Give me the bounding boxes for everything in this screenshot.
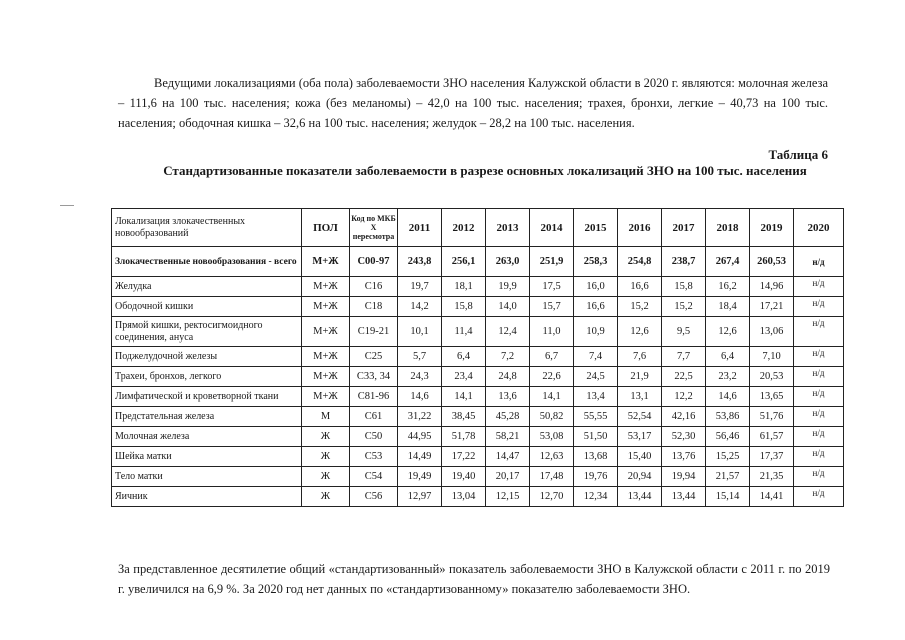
row-value-cell: н/д bbox=[794, 447, 844, 467]
header-year: 2014 bbox=[530, 209, 574, 247]
row-value-cell: 263,0 bbox=[486, 247, 530, 277]
row-value-cell: 10,1 bbox=[398, 317, 442, 347]
row-value-cell: 14,41 bbox=[750, 487, 794, 507]
row-value-cell: 15,8 bbox=[662, 277, 706, 297]
row-site-cell: Ободочной кишки bbox=[112, 297, 302, 317]
row-value-cell: 6,4 bbox=[442, 347, 486, 367]
header-sex: ПОЛ bbox=[302, 209, 350, 247]
row-value-cell: 38,45 bbox=[442, 407, 486, 427]
row-value-cell: 12,2 bbox=[662, 387, 706, 407]
row-value-cell: н/д bbox=[794, 297, 844, 317]
row-value-cell: 13,68 bbox=[574, 447, 618, 467]
row-value-cell: 20,17 bbox=[486, 467, 530, 487]
header-year: 2016 bbox=[618, 209, 662, 247]
row-value-cell: 15,2 bbox=[662, 297, 706, 317]
table-row bbox=[112, 247, 844, 277]
row-code-cell: С19-21 bbox=[350, 317, 398, 347]
row-code-cell: С50 bbox=[350, 427, 398, 447]
row-value-cell: 267,4 bbox=[706, 247, 750, 277]
row-value-cell: 15,8 bbox=[442, 297, 486, 317]
row-sex-cell: М+Ж bbox=[302, 317, 350, 347]
row-value-cell: 53,86 bbox=[706, 407, 750, 427]
row-value-cell: н/д bbox=[794, 317, 844, 347]
header-year: 2020 bbox=[794, 209, 844, 247]
row-value-cell: 24,3 bbox=[398, 367, 442, 387]
table-row bbox=[112, 487, 844, 507]
row-value-cell: н/д bbox=[794, 347, 844, 367]
row-value-cell: н/д bbox=[794, 427, 844, 447]
row-value-cell: 15,25 bbox=[706, 447, 750, 467]
row-value-cell: 20,53 bbox=[750, 367, 794, 387]
row-value-cell: 52,54 bbox=[618, 407, 662, 427]
row-site-cell: Предстательная железа bbox=[112, 407, 302, 427]
row-value-cell: 19,49 bbox=[398, 467, 442, 487]
table-title: Стандартизованные показатели заболеваемости в разрезе основных локализаций ЗНО на 100 тыс. населения bbox=[163, 163, 807, 178]
row-value-cell: 42,16 bbox=[662, 407, 706, 427]
row-value-cell: 251,9 bbox=[530, 247, 574, 277]
row-site-cell: Злокачественные новообразования - всего bbox=[112, 247, 302, 277]
row-value-cell: 52,30 bbox=[662, 427, 706, 447]
incidence-table bbox=[111, 208, 844, 507]
table-row bbox=[112, 447, 844, 467]
row-value-cell: 19,7 bbox=[398, 277, 442, 297]
row-value-cell: 7,4 bbox=[574, 347, 618, 367]
row-site-cell: Прямой кишки, ректосигмоидного соединения, ануса bbox=[112, 317, 302, 347]
row-value-cell: 20,94 bbox=[618, 467, 662, 487]
row-value-cell: 16,6 bbox=[618, 277, 662, 297]
header-year: 2017 bbox=[662, 209, 706, 247]
row-code-cell: С18 bbox=[350, 297, 398, 317]
row-value-cell: 22,6 bbox=[530, 367, 574, 387]
row-value-cell: 22,5 bbox=[662, 367, 706, 387]
row-value-cell: 51,50 bbox=[574, 427, 618, 447]
row-value-cell: 238,7 bbox=[662, 247, 706, 277]
row-value-cell: 31,22 bbox=[398, 407, 442, 427]
row-value-cell: 7,10 bbox=[750, 347, 794, 367]
header-year: 2015 bbox=[574, 209, 618, 247]
row-value-cell: 12,4 bbox=[486, 317, 530, 347]
row-site-cell: Молочная железа bbox=[112, 427, 302, 447]
row-value-cell: 21,35 bbox=[750, 467, 794, 487]
row-sex-cell: Ж bbox=[302, 447, 350, 467]
row-value-cell: 13,4 bbox=[574, 387, 618, 407]
row-value-cell: 256,1 bbox=[442, 247, 486, 277]
row-value-cell: 56,46 bbox=[706, 427, 750, 447]
header-year: 2012 bbox=[442, 209, 486, 247]
row-value-cell: 17,37 bbox=[750, 447, 794, 467]
table-row bbox=[112, 317, 844, 347]
row-value-cell: 12,15 bbox=[486, 487, 530, 507]
row-sex-cell: Ж bbox=[302, 467, 350, 487]
row-code-cell: С33, 34 bbox=[350, 367, 398, 387]
row-value-cell: 15,7 bbox=[530, 297, 574, 317]
row-sex-cell: М+Ж bbox=[302, 387, 350, 407]
table-header-row bbox=[112, 209, 844, 247]
table-row bbox=[112, 427, 844, 447]
row-value-cell: 15,2 bbox=[618, 297, 662, 317]
row-value-cell: 19,40 bbox=[442, 467, 486, 487]
row-site-cell: Поджелудочной железы bbox=[112, 347, 302, 367]
row-sex-cell: М bbox=[302, 407, 350, 427]
row-value-cell: н/д bbox=[794, 247, 844, 277]
row-value-cell: 14,6 bbox=[398, 387, 442, 407]
row-value-cell: 11,0 bbox=[530, 317, 574, 347]
row-sex-cell: М+Ж bbox=[302, 277, 350, 297]
row-value-cell: 15,14 bbox=[706, 487, 750, 507]
table-row bbox=[112, 347, 844, 367]
row-value-cell: 12,34 bbox=[574, 487, 618, 507]
row-value-cell: 19,76 bbox=[574, 467, 618, 487]
row-code-cell: С61 bbox=[350, 407, 398, 427]
header-site: Локализация злокачественных новообразований bbox=[112, 209, 302, 247]
row-value-cell: 7,7 bbox=[662, 347, 706, 367]
row-value-cell: н/д bbox=[794, 277, 844, 297]
row-value-cell: 13,04 bbox=[442, 487, 486, 507]
row-value-cell: 14,96 bbox=[750, 277, 794, 297]
row-value-cell: 14,2 bbox=[398, 297, 442, 317]
header-year: 2018 bbox=[706, 209, 750, 247]
row-site-cell: Тело матки bbox=[112, 467, 302, 487]
row-value-cell: 61,57 bbox=[750, 427, 794, 447]
row-value-cell: 51,76 bbox=[750, 407, 794, 427]
row-site-cell: Шейка матки bbox=[112, 447, 302, 467]
row-value-cell: 14,49 bbox=[398, 447, 442, 467]
row-value-cell: 51,78 bbox=[442, 427, 486, 447]
table-row bbox=[112, 277, 844, 297]
row-value-cell: н/д bbox=[794, 387, 844, 407]
row-value-cell: н/д bbox=[794, 467, 844, 487]
row-value-cell: 44,95 bbox=[398, 427, 442, 447]
row-value-cell: 13,1 bbox=[618, 387, 662, 407]
row-site-cell: Трахеи, бронхов, легкого bbox=[112, 367, 302, 387]
row-code-cell: С16 bbox=[350, 277, 398, 297]
row-value-cell: 50,82 bbox=[530, 407, 574, 427]
row-value-cell: 23,4 bbox=[442, 367, 486, 387]
row-value-cell: 12,6 bbox=[706, 317, 750, 347]
table-row bbox=[112, 367, 844, 387]
table-row bbox=[112, 407, 844, 427]
row-value-cell: 12,6 bbox=[618, 317, 662, 347]
row-value-cell: 16,0 bbox=[574, 277, 618, 297]
row-value-cell: 254,8 bbox=[618, 247, 662, 277]
row-value-cell: 260,53 bbox=[750, 247, 794, 277]
scan-artifact bbox=[60, 205, 74, 206]
row-value-cell: 55,55 bbox=[574, 407, 618, 427]
row-value-cell: 13,6 bbox=[486, 387, 530, 407]
row-value-cell: 14,47 bbox=[486, 447, 530, 467]
table-row bbox=[112, 297, 844, 317]
row-sex-cell: Ж bbox=[302, 487, 350, 507]
row-value-cell: 9,5 bbox=[662, 317, 706, 347]
row-value-cell: 7,6 bbox=[618, 347, 662, 367]
row-value-cell: 243,8 bbox=[398, 247, 442, 277]
row-sex-cell: М+Ж bbox=[302, 367, 350, 387]
row-value-cell: 17,21 bbox=[750, 297, 794, 317]
row-value-cell: 18,4 bbox=[706, 297, 750, 317]
row-value-cell: 6,4 bbox=[706, 347, 750, 367]
row-value-cell: 13,44 bbox=[662, 487, 706, 507]
table-body bbox=[112, 247, 844, 507]
row-value-cell: 7,2 bbox=[486, 347, 530, 367]
row-code-cell: С00-97 bbox=[350, 247, 398, 277]
row-value-cell: 23,2 bbox=[706, 367, 750, 387]
row-sex-cell: Ж bbox=[302, 427, 350, 447]
row-value-cell: 13,06 bbox=[750, 317, 794, 347]
row-value-cell: 18,1 bbox=[442, 277, 486, 297]
row-site-cell: Желудка bbox=[112, 277, 302, 297]
row-value-cell: 53,17 bbox=[618, 427, 662, 447]
row-value-cell: 24,5 bbox=[574, 367, 618, 387]
row-value-cell: 11,4 bbox=[442, 317, 486, 347]
row-value-cell: 12,70 bbox=[530, 487, 574, 507]
row-value-cell: 14,0 bbox=[486, 297, 530, 317]
row-code-cell: С25 bbox=[350, 347, 398, 367]
row-value-cell: 21,9 bbox=[618, 367, 662, 387]
header-year: 2013 bbox=[486, 209, 530, 247]
row-site-cell: Лимфатической и кроветворной ткани bbox=[112, 387, 302, 407]
row-value-cell: 58,21 bbox=[486, 427, 530, 447]
row-code-cell: С53 bbox=[350, 447, 398, 467]
row-code-cell: С54 bbox=[350, 467, 398, 487]
row-value-cell: н/д bbox=[794, 367, 844, 387]
row-value-cell: 12,63 bbox=[530, 447, 574, 467]
row-code-cell: С56 bbox=[350, 487, 398, 507]
row-value-cell: 15,40 bbox=[618, 447, 662, 467]
table-row bbox=[112, 467, 844, 487]
row-value-cell: 16,6 bbox=[574, 297, 618, 317]
row-value-cell: 10,9 bbox=[574, 317, 618, 347]
row-value-cell: 17,5 bbox=[530, 277, 574, 297]
row-value-cell: 13,76 bbox=[662, 447, 706, 467]
row-value-cell: 13,44 bbox=[618, 487, 662, 507]
row-value-cell: 21,57 bbox=[706, 467, 750, 487]
row-value-cell: 53,08 bbox=[530, 427, 574, 447]
row-value-cell: 258,3 bbox=[574, 247, 618, 277]
row-sex-cell: М+Ж bbox=[302, 297, 350, 317]
header-year: 2019 bbox=[750, 209, 794, 247]
row-sex-cell: М+Ж bbox=[302, 247, 350, 277]
row-value-cell: н/д bbox=[794, 407, 844, 427]
table-row bbox=[112, 387, 844, 407]
header-year: 2011 bbox=[398, 209, 442, 247]
row-value-cell: 16,2 bbox=[706, 277, 750, 297]
row-value-cell: н/д bbox=[794, 487, 844, 507]
row-code-cell: С81-96 bbox=[350, 387, 398, 407]
table-number: Таблица 6 bbox=[768, 147, 828, 162]
row-value-cell: 14,6 bbox=[706, 387, 750, 407]
row-value-cell: 19,9 bbox=[486, 277, 530, 297]
row-value-cell: 6,7 bbox=[530, 347, 574, 367]
row-value-cell: 17,22 bbox=[442, 447, 486, 467]
header-code: Код по МКБ X пересмотра bbox=[350, 209, 398, 247]
row-site-cell: Яичник bbox=[112, 487, 302, 507]
row-value-cell: 17,48 bbox=[530, 467, 574, 487]
row-value-cell: 19,94 bbox=[662, 467, 706, 487]
row-value-cell: 5,7 bbox=[398, 347, 442, 367]
row-sex-cell: М+Ж bbox=[302, 347, 350, 367]
row-value-cell: 13,65 bbox=[750, 387, 794, 407]
row-value-cell: 24,8 bbox=[486, 367, 530, 387]
intro-paragraph: Ведущими локализациями (оба пола) заболеваемости ЗНО населения Калужской области в 2020 г. являются: молочная железа – 111,6 на 100 тыс. населения; кожа (без меланомы) – 42,0 на 100 тыс. населения; трахея, бронхи, легкие – 40,73 на 100 тыс. населения; ободочная кишка – 32,6 на 100 тыс. населения; желудок – 28,2 на 100 тыс. населения. bbox=[118, 75, 828, 130]
row-value-cell: 12,97 bbox=[398, 487, 442, 507]
row-value-cell: 45,28 bbox=[486, 407, 530, 427]
row-value-cell: 14,1 bbox=[442, 387, 486, 407]
row-value-cell: 14,1 bbox=[530, 387, 574, 407]
closing-paragraph: За представленное десятилетие общий «стандартизованный» показатель заболеваемости ЗНО в Калужской области с 2011 г. по 2019 г. увеличился на 6,9 %. За 2020 год нет данных по «стандартизованному» показателю заболеваемости ЗНО. bbox=[118, 561, 830, 596]
